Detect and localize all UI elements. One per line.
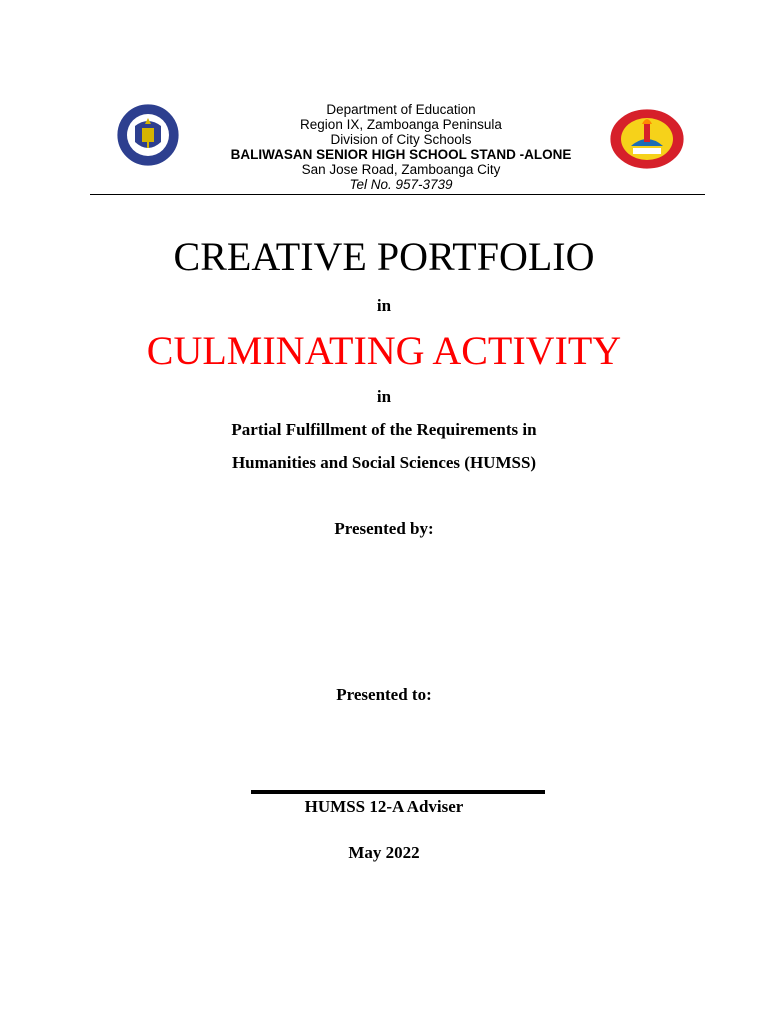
connector-in-2: in [376,387,392,406]
activity-title: CULMINATING ACTIVITY [146,328,622,373]
letterhead [0,98,768,196]
presented-by-label: Presented by: [334,519,434,538]
connector-in-1: in [376,296,392,315]
document-date: May 2022 [348,843,420,862]
signature-line [251,790,545,794]
adviser-title: HUMSS 12-A Adviser [304,797,464,816]
division-name: Division of City Schools [330,132,472,147]
telephone-number: Tel No. 957-3739 [349,177,453,192]
deped-seal-icon [109,102,187,168]
school-address: San Jose Road, Zamboanga City [301,162,501,177]
department-name: Department of Education [326,102,476,117]
letterhead-text [196,102,606,192]
purpose-line-2: Humanities and Social Sciences (HUMSS) [231,453,537,472]
document-title: CREATIVE PORTFOLIO [173,234,595,279]
school-name: BALIWASAN SENIOR HIGH SCHOOL STAND -ALONE [230,147,572,162]
school-seal-icon [609,108,685,170]
letterhead-divider [90,194,705,195]
region-name: Region IX, Zamboanga Peninsula [300,117,502,132]
presented-to-label: Presented to: [336,685,432,704]
purpose-line-1: Partial Fulfillment of the Requirements in [231,420,537,439]
